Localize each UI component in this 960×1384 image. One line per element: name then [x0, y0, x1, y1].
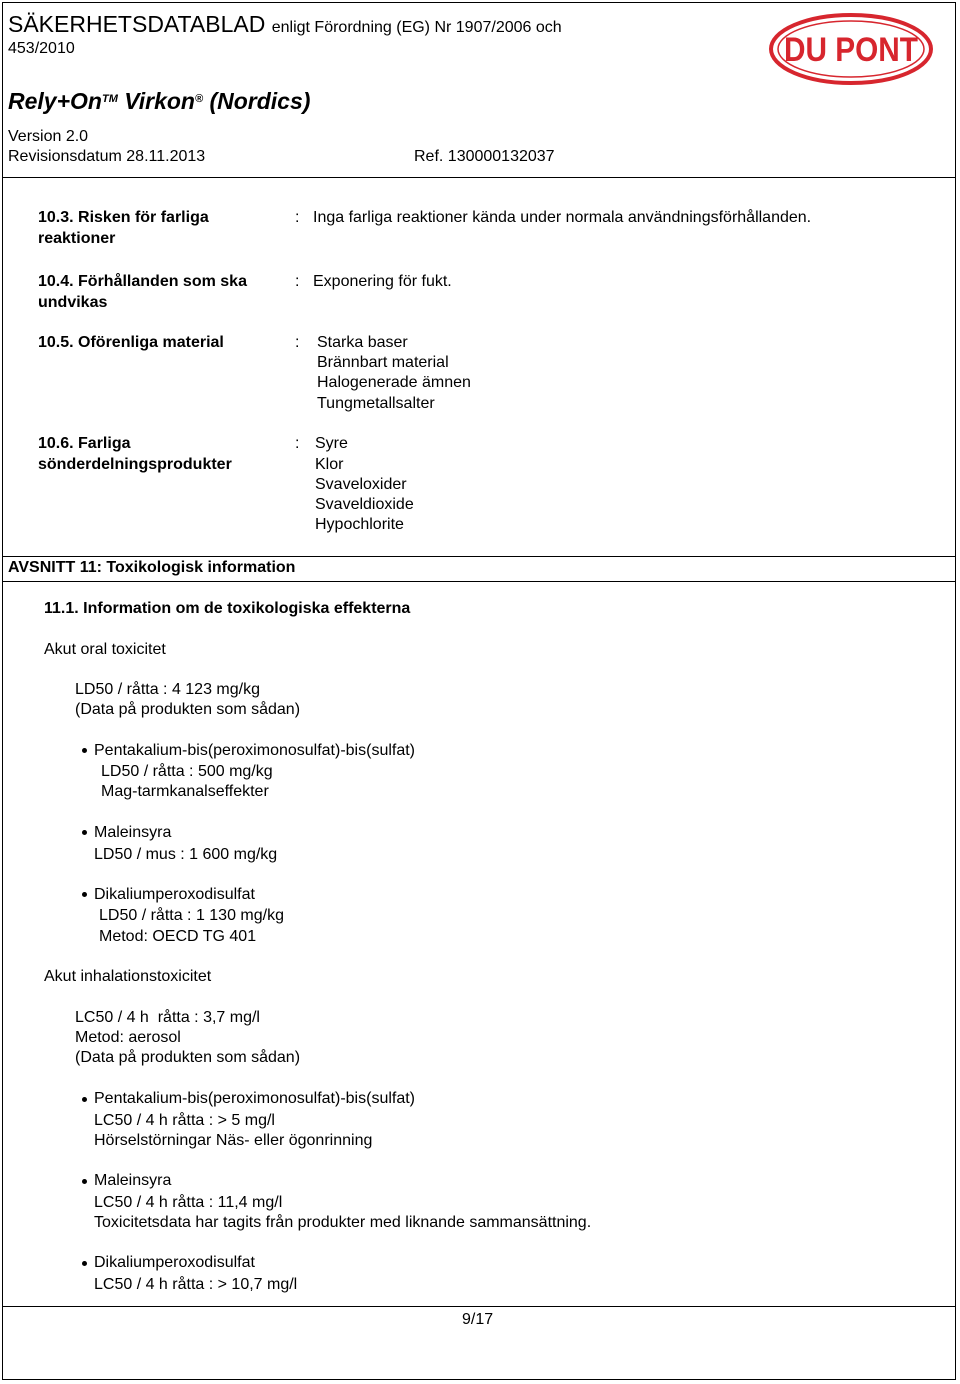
- section-11-top-rule: [2, 556, 956, 557]
- oral-item-name: Pentakalium-bis(peroximonosulfat)-bis(sulfat): [94, 742, 416, 759]
- inhal-item-note: Toxicitetsdata har tagits från produkter med liknande sammansättning.: [94, 1214, 592, 1231]
- oral-item-value: LD50 / råtta : 1 130 mg/kg: [99, 907, 284, 924]
- inhal-item-value: LC50 / 4 h råtta : > 10,7 mg/l: [94, 1276, 298, 1293]
- label-10-4: 10.4. Förhållanden som ska: [38, 273, 247, 290]
- product-name: Rely+On™ Virkon® (Nordics): [8, 88, 311, 114]
- inhal-method: Metod: aerosol: [75, 1029, 181, 1046]
- bullet-icon: [82, 1179, 87, 1184]
- reference-number: Ref. 130000132037: [414, 148, 555, 165]
- value-10-3: Inga farliga reaktioner kända under normala användningsförhållanden.: [313, 209, 812, 226]
- bullet-icon: [82, 1097, 87, 1102]
- version: Version 2.0: [8, 128, 89, 145]
- registered-mark: ®: [194, 93, 204, 105]
- label-10-3-cont: reaktioner: [38, 230, 116, 247]
- bullet-icon: [82, 830, 87, 835]
- oral-item-value: LD50 / mus : 1 600 mg/kg: [94, 846, 278, 863]
- oral-item-name: Maleinsyra: [94, 824, 172, 841]
- colon: :: [295, 273, 300, 290]
- revision-date: Revisionsdatum 28.11.2013: [8, 148, 206, 165]
- page-number: 9/17: [462, 1311, 494, 1328]
- bullet-icon: [82, 748, 87, 753]
- oral-item-effect: Mag-tarmkanalseffekter: [101, 783, 269, 800]
- subheading-11-1: 11.1. Information om de toxikologiska effekterna: [44, 600, 411, 617]
- oral-ld50: LD50 / råtta : 4 123 mg/kg: [75, 681, 260, 698]
- dupont-logo: [768, 12, 934, 86]
- inhal-item-value: LC50 / 4 h råtta : > 5 mg/l: [94, 1112, 275, 1129]
- section-11-bottom-rule: [2, 581, 956, 582]
- document-title: [8, 10, 562, 42]
- title-sub: enligt Förordning (EG) Nr 1907/2006 och: [271, 19, 562, 36]
- oral-item-name: Dikaliumperoxodisulfat: [94, 886, 255, 903]
- trademark-mark: TM: [101, 93, 118, 105]
- title-sub2: 453/2010: [8, 40, 75, 57]
- inhal-item-value: LC50 / 4 h råtta : 11,4 mg/l: [94, 1194, 283, 1211]
- inhal-item-name: Dikaliumperoxodisulfat: [94, 1254, 255, 1271]
- label-10-4-cont: undvikas: [38, 294, 108, 311]
- footer-divider: [2, 1306, 956, 1307]
- oral-item-method: Metod: OECD TG 401: [99, 928, 257, 945]
- label-10-3: 10.3. Risken för farliga: [38, 209, 209, 226]
- inhal-data-note: (Data på produkten som sådan): [75, 1049, 301, 1066]
- oral-data-note: (Data på produkten som sådan): [75, 701, 301, 718]
- label-10-6: 10.6. Farliga: [38, 435, 131, 452]
- inhal-item-name: Maleinsyra: [94, 1172, 172, 1189]
- inhal-item-name: Pentakalium-bis(peroximonosulfat)-bis(sulfat): [94, 1090, 416, 1107]
- oral-toxicity-label: Akut oral toxicitet: [44, 641, 166, 658]
- colon: :: [295, 435, 300, 452]
- inhalation-toxicity-label: Akut inhalationstoxicitet: [44, 968, 212, 985]
- value-10-4: Exponering för fukt.: [313, 273, 452, 290]
- value-10-5-1: Starka baser: [317, 334, 408, 351]
- oral-item-value: LD50 / råtta : 500 mg/kg: [101, 763, 273, 780]
- label-10-6-cont: sönderdelningsprodukter: [38, 456, 232, 473]
- value-10-5-3: Halogenerade ämnen: [317, 374, 471, 391]
- value-10-6-1: Syre: [315, 435, 348, 452]
- title-main: SÄKERHETSDATABLAD: [8, 11, 266, 37]
- bullet-icon: [82, 892, 87, 897]
- value-10-5-4: Tungmetallsalter: [317, 395, 435, 412]
- svg-text:DU PONT: DU PONT: [784, 31, 919, 69]
- colon: :: [295, 334, 300, 351]
- value-10-6-3: Svaveloxider: [315, 476, 407, 493]
- label-10-5: 10.5. Oförenliga material: [38, 334, 224, 351]
- value-10-6-5: Hypochlorite: [315, 516, 404, 533]
- inhal-item-effect: Hörselstörningar Näs- eller ögonrinning: [94, 1132, 373, 1149]
- bullet-icon: [82, 1261, 87, 1266]
- section-11-heading: AVSNITT 11: Toxikologisk information: [8, 559, 296, 576]
- inhal-lc50: LC50 / 4 h råtta : 3,7 mg/l: [75, 1009, 260, 1026]
- value-10-6-2: Klor: [315, 456, 344, 473]
- value-10-5-2: Brännbart material: [317, 354, 449, 371]
- colon: :: [295, 209, 300, 226]
- value-10-6-4: Svaveldioxide: [315, 496, 414, 513]
- header-divider: [2, 177, 956, 178]
